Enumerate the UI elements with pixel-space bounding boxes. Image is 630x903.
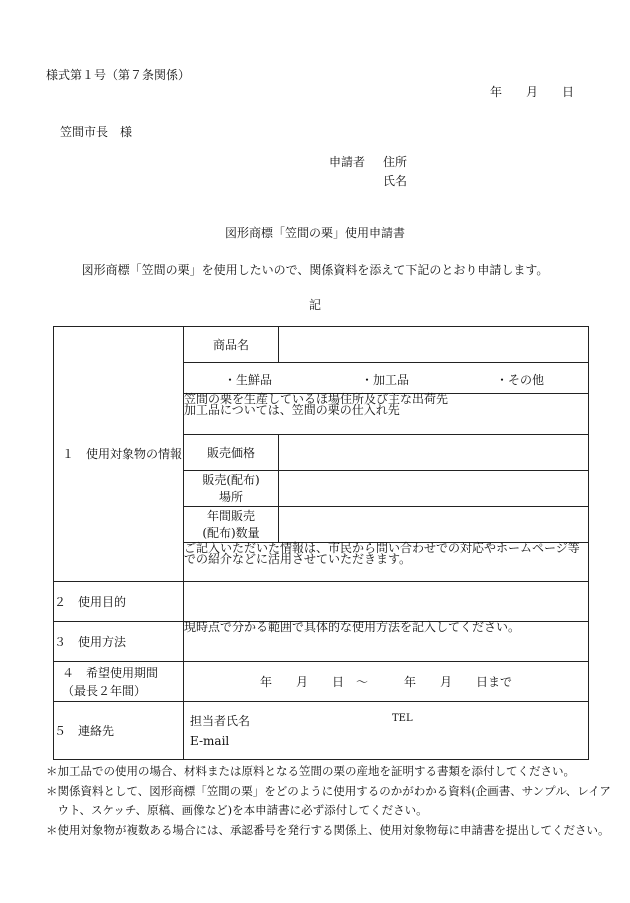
annual-quantity-input[interactable] <box>279 507 589 543</box>
intro-text: 図形商標「笠間の栗」を使用したいので、関係資料を添えて下記のとおり申請します。 <box>81 263 549 277</box>
category-other[interactable]: ・その他 <box>496 373 545 387</box>
method-note: 現時点で分かる範囲で具体的な使用方法を記入してください。 <box>184 620 521 634</box>
product-category-row <box>184 363 589 394</box>
name-label: 氏名 <box>383 174 408 188</box>
email-label: E-mail <box>190 734 230 748</box>
footnote-2: ＊関係資料として、図形商標「笠間の栗」をどのように使用するのかがわかる資料(企画書、サンプル、レイア <box>46 783 611 798</box>
sales-place-input[interactable] <box>279 471 589 507</box>
applicant-label: 申請者 <box>329 155 366 169</box>
origin-note-cell[interactable] <box>184 394 589 435</box>
price-label: 販売価格 <box>184 435 279 471</box>
product-name-label: 商品名 <box>184 327 279 363</box>
section-4-label: ４ 希望使用期間 （最長２年間） <box>54 662 184 702</box>
footnote-3: ＊使用対象物が複数ある場合には、承認番号を発行する関係上、使用対象物毎に申請書を提出してください。 <box>46 822 610 837</box>
section-5-label: ５ 連絡先 <box>54 702 184 760</box>
footnote-2-cont: ウト、スケッチ、原稿、画像など)を本申請書に必ず添付してください。 <box>46 803 428 817</box>
section-3-label: ３ 使用方法 <box>54 622 184 662</box>
document-title: 図形商標「笠間の栗」使用申請書 <box>224 226 405 240</box>
annual-quantity-label: 年間販売 (配布)数量 <box>184 507 279 543</box>
footnote-1: ＊加工品での使用の場合、材料または原料となる笠間の栗の産地を証明する書類を添付してください。 <box>46 764 575 778</box>
tel-label: TEL <box>392 713 413 724</box>
origin-note-1: 笠間の栗を生産しているほ場住所及び主な出荷先 <box>184 392 449 406</box>
form-number: 様式第１号（第７条関係） <box>46 68 191 82</box>
category-fresh[interactable]: ・生鮮品 <box>224 373 273 387</box>
addressee: 笠間市長 様 <box>60 125 133 139</box>
ki-heading: 記 <box>308 298 321 312</box>
section-1-label: １ 使用対象物の情報 <box>54 327 184 582</box>
section-2-label: ２ 使用目的 <box>54 582 184 622</box>
info-usage-note: ご記入いただいた情報は、市民から問い合わせでの対応やホームページ等での紹介などに活用させていただきます。 <box>184 543 589 582</box>
product-name-input[interactable] <box>279 327 589 363</box>
contact-cell <box>184 702 589 760</box>
address-label: 住所 <box>383 155 408 169</box>
footnotes <box>46 762 611 840</box>
category-processed[interactable]: ・加工品 <box>361 373 410 387</box>
date-field: 年 月 日 <box>490 85 575 99</box>
sales-place-label: 販売(配布) 場所 <box>184 471 279 507</box>
method-input[interactable] <box>184 622 589 662</box>
price-input[interactable] <box>279 435 589 471</box>
purpose-input[interactable] <box>184 582 589 622</box>
contact-person-label: 担当者氏名 <box>190 714 251 728</box>
period-input[interactable]: 年 月 日 〜 年 月 日まで <box>184 662 589 702</box>
application-table <box>53 326 589 760</box>
origin-note-2: 加工品については、笠間の栗の仕入れ先 <box>184 403 400 417</box>
